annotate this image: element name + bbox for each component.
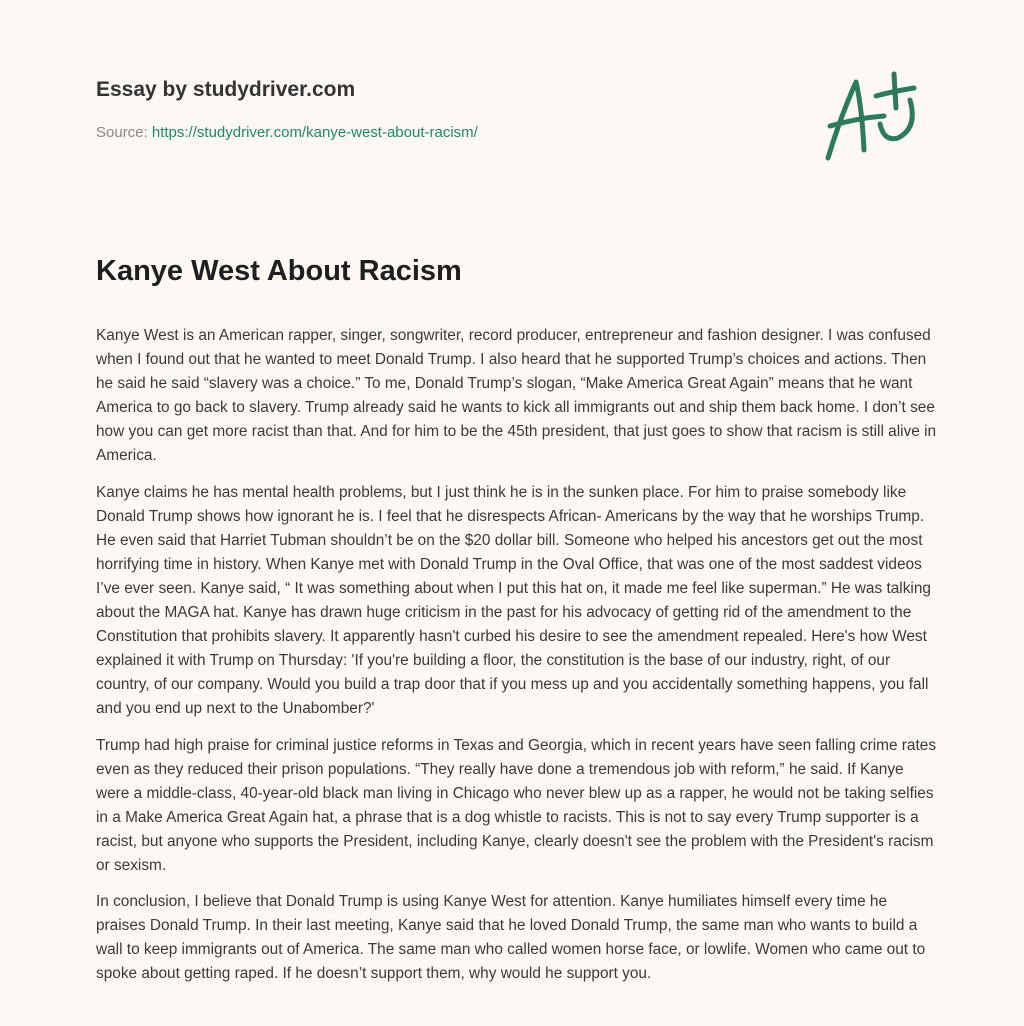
essay-paragraph: Trump had high praise for criminal justice reforms in Texas and Georgia, which in recent years have seen falling crime rates even as they reduced their prison populations. “They really have done a tremendous job with reform,” he said. If Kanye were a middle-class, 40-year-old black man living in Chicago who never blew up as a rapper, he would not be taking selfies in a Make America Great Again hat, a phrase that is a dog whistle to racists. This is not to say every Trump supporter is a racist, but anyone who supports the President, including Kanye, clearly doesn't see the problem with the President's racism or sexism. (96, 736, 937, 874)
source-link[interactable]: https://studydriver.com/kanye-west-about-racism/ (151, 124, 478, 141)
essay-title: Kanye West About Racism (96, 255, 462, 287)
essay-paragraph: Kanye claims he has mental health problems, but I just think he is in the sunken place. For him to praise somebody like Donald Trump shows how ignorant he is. I feel that he disrespects African- Americans by the way that he worships Trump. He even said that Harriet Tubman shouldn’t be on the $20 dollar bill. Someone who helped his ancestors get out the most horrifying time in history. When Kanye met with Donald Trump in the Oval Office, that was one of the most saddest videos I’ve ever seen. Kanye said, “ It was something about when I put this hat on, it made me feel like superman.” He was talking about the MAGA hat. Kanye has drawn huge criticism in the past for his advocacy of getting rid of the amendment to the Constitution that prohibits slavery. It apparently hasn't curbed his desire to see the amendment repealed. Here's how West explained it with Trump on Thursday: 'If you're building a floor, the constitution is the base of our industry, right, of our country, of our company. Would you build a trap door that if you mess up and you accidentally something happens, you fall and you end up next to the Unabomber?' (96, 483, 931, 718)
site-title: Essay by studydriver.com (96, 78, 356, 101)
source-label: Source: (96, 124, 148, 141)
essay-body (96, 324, 938, 998)
source-line (96, 124, 478, 141)
a-plus-logo-icon (818, 68, 928, 164)
essay-paragraph: In conclusion, I believe that Donald Trump is using Kanye West for attention. Kanye humiliates himself every time he praises Donald Trump. In their last meeting, Kanye said that he loved Donald Trump, the same man who wants to build a wall to keep immigrants out of America. The same man who called women horse face, or lowlife. Women who came out to spoke about getting raped. If he doesn’t support them, why would he support you. (96, 893, 926, 983)
essay-paragraph: Kanye West is an American rapper, singer, songwriter, record producer, entrepreneur and fashion designer. I was confused when I found out that he wanted to meet Donald Trump. I also heard that he supported Trump’s choices and actions. Then he said he said “slavery was a choice.” To me, Donald Trump’s slogan, “Make America Great Again” means that he want America to go back to slavery. Trump already said he wants to kick all immigrants out and ship them back home. I don’t see how you can get more racist than that. And for him to be the 45th president, that just goes to show that racism is still alive in America. (96, 327, 937, 465)
